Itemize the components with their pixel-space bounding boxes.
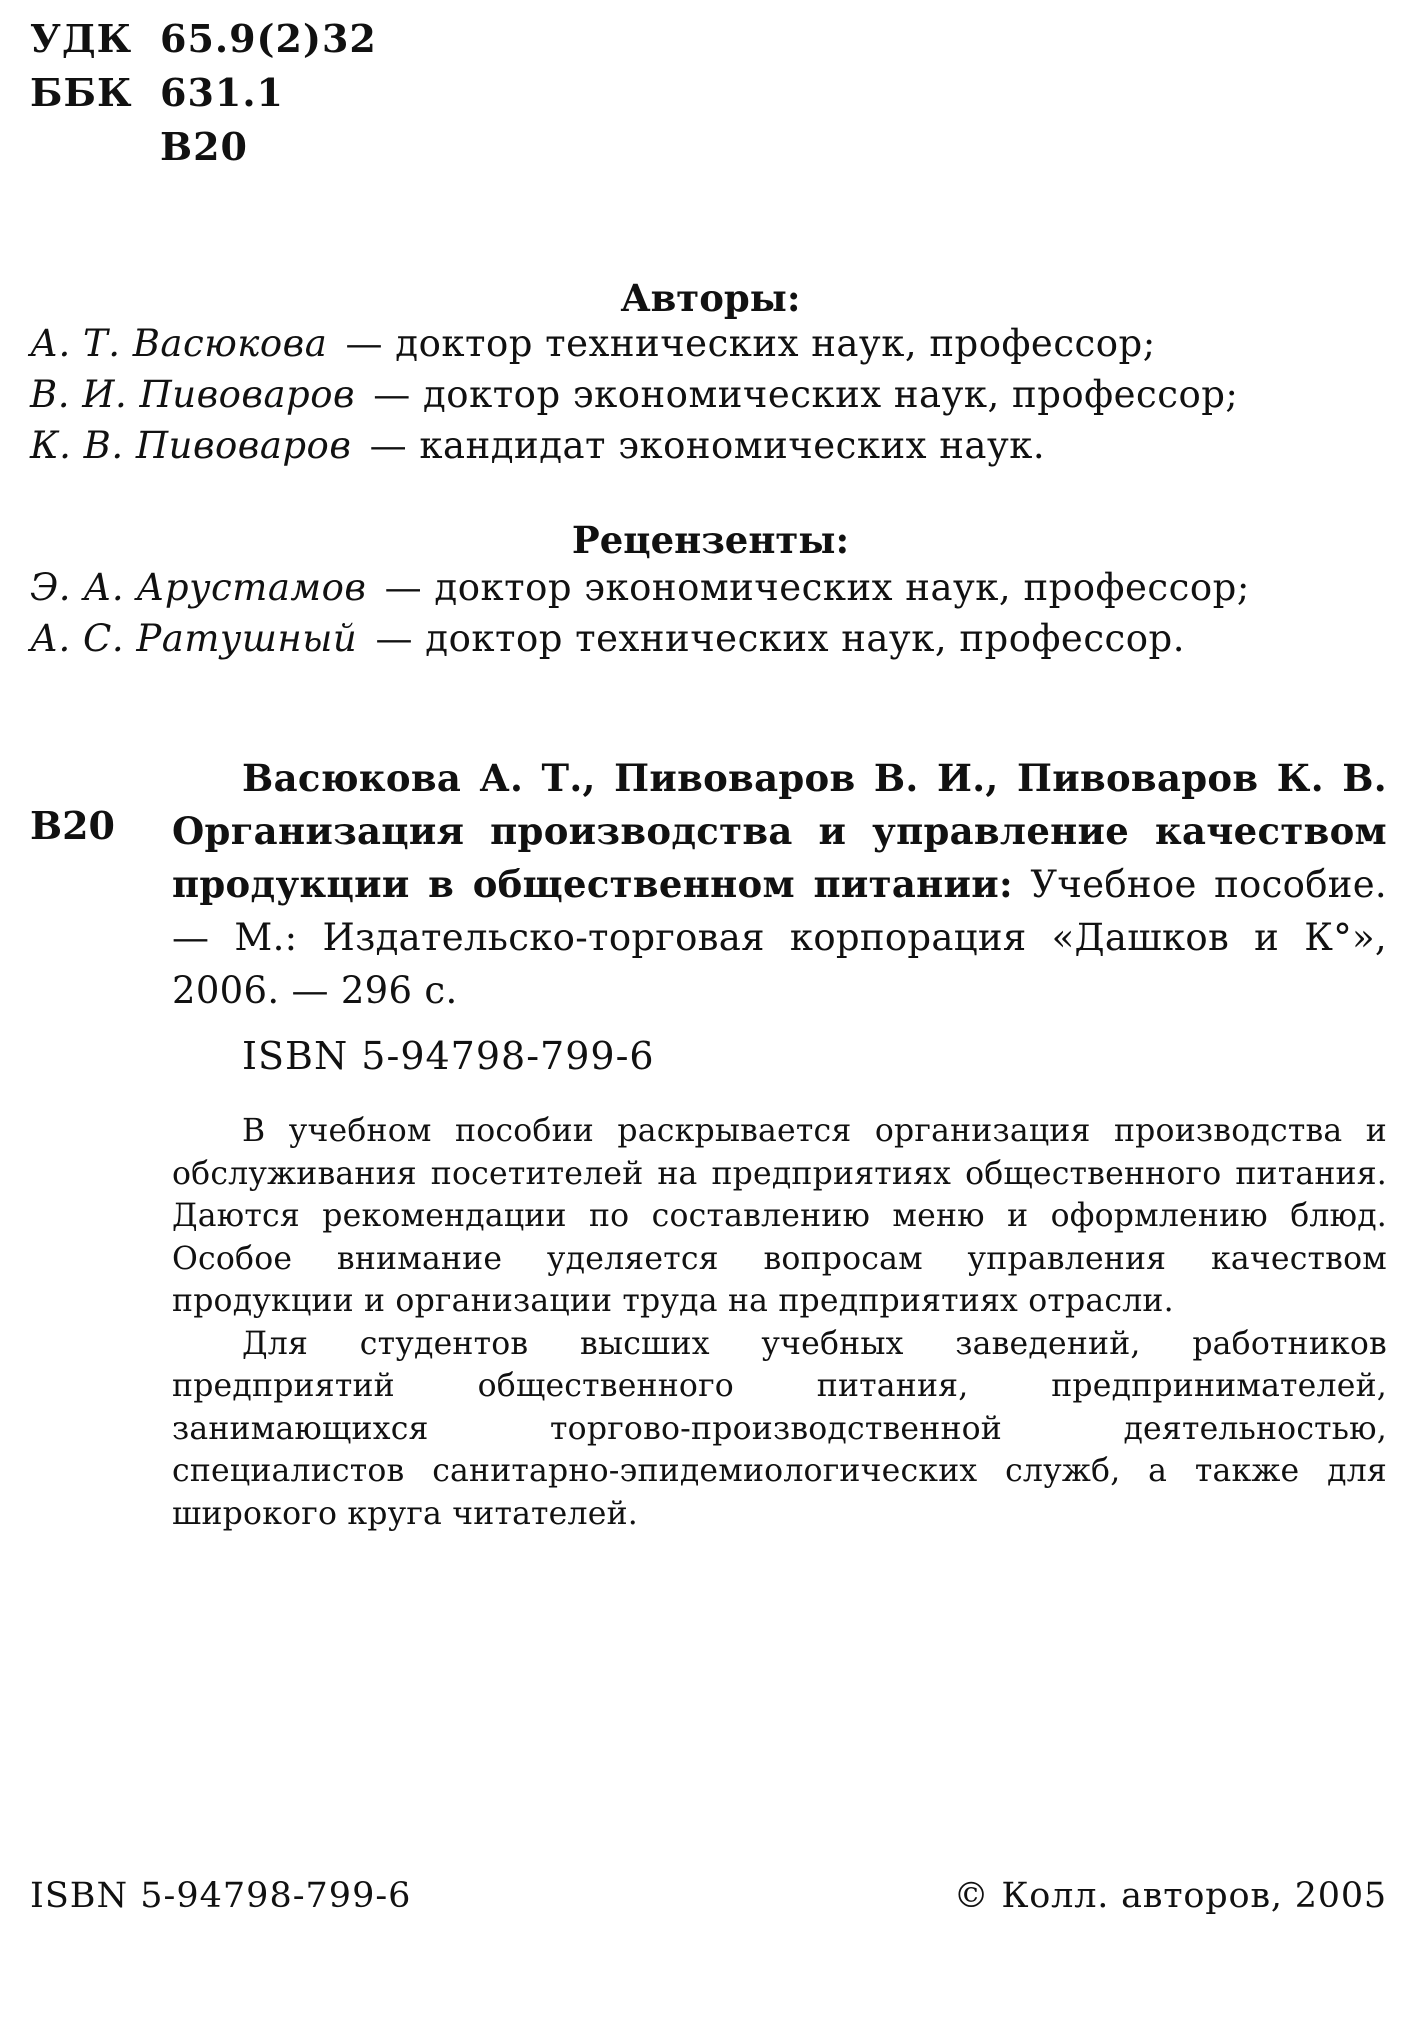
abstract (172, 1110, 1387, 1535)
code-line (30, 124, 248, 169)
reviewer-line (30, 617, 1185, 660)
author-name: А. Т. Васюкова (30, 322, 328, 365)
bibliography-authors: Васюкова А. Т., Пивоваров В. И., Пивоваров К. В. (242, 756, 1387, 800)
abstract-paragraph: В учебном пособии раскрывается организация производства и обслуживания посетителей на предприятиях общественного питания. Даются рекомендации по составлению меню и оформлению блюд. Особое внимание уделяется вопросам управления качеством продукции и организации труда на предприятиях отрасли. (172, 1113, 1387, 1319)
catalog-code: В20 (30, 803, 115, 848)
abstract-paragraph: Для студентов высших учебных заведений, работников предприятий общественного питания, предпринимателей, занимающихся торгово-производственной деятельностью, специалистов санитарно-эпидемиологических служб, а также для широкого круга читателей. (172, 1325, 1387, 1532)
reviewer-name: А. С. Ратушный (30, 617, 358, 660)
reviewer-line (30, 566, 1250, 609)
author-desc: — доктор экономических наук, профессор; (373, 373, 1239, 416)
classification-code: В20 (160, 124, 248, 169)
authors-heading: Авторы: (620, 276, 801, 320)
bbk-line (30, 70, 284, 115)
author-desc: — кандидат экономических наук. (369, 424, 1046, 467)
reviewers-heading: Рецензенты: (571, 518, 850, 562)
author-line (30, 424, 1045, 467)
isbn: ISBN 5-94798-799-6 (242, 1034, 655, 1078)
author-name: К. В. Пивоваров (30, 424, 352, 467)
copyright: © Колл. авторов, 2005 (953, 1876, 1387, 1916)
author-desc: — доктор технических наук, профессор; (345, 322, 1156, 365)
bbk-label: ББК (30, 70, 133, 115)
reviewer-desc: — доктор технических наук, профессор. (375, 617, 1185, 660)
udk-line (30, 16, 377, 61)
author-line (30, 373, 1238, 416)
author-line (30, 322, 1156, 365)
udk-value: 65.9(2)32 (160, 16, 377, 61)
reviewer-desc: — доктор экономических наук, профессор; (384, 566, 1250, 609)
bibliography-publication: Учебное пособие. — М.: Издательско-торговая корпорация «Дашков и К°», 2006. — 296 с. (172, 863, 1387, 1012)
udk-label: УДК (30, 16, 133, 61)
footer-isbn: ISBN 5-94798-799-6 (30, 1876, 412, 1916)
reviewer-name: Э. А. Арустамов (30, 566, 367, 609)
author-name: В. И. Пивоваров (30, 373, 355, 416)
bibliography-title: Организация производства и управление качеством продукции в общественном питании: (172, 809, 1387, 906)
bibliographic-record (172, 752, 1387, 1017)
bbk-value: 631.1 (160, 70, 284, 115)
